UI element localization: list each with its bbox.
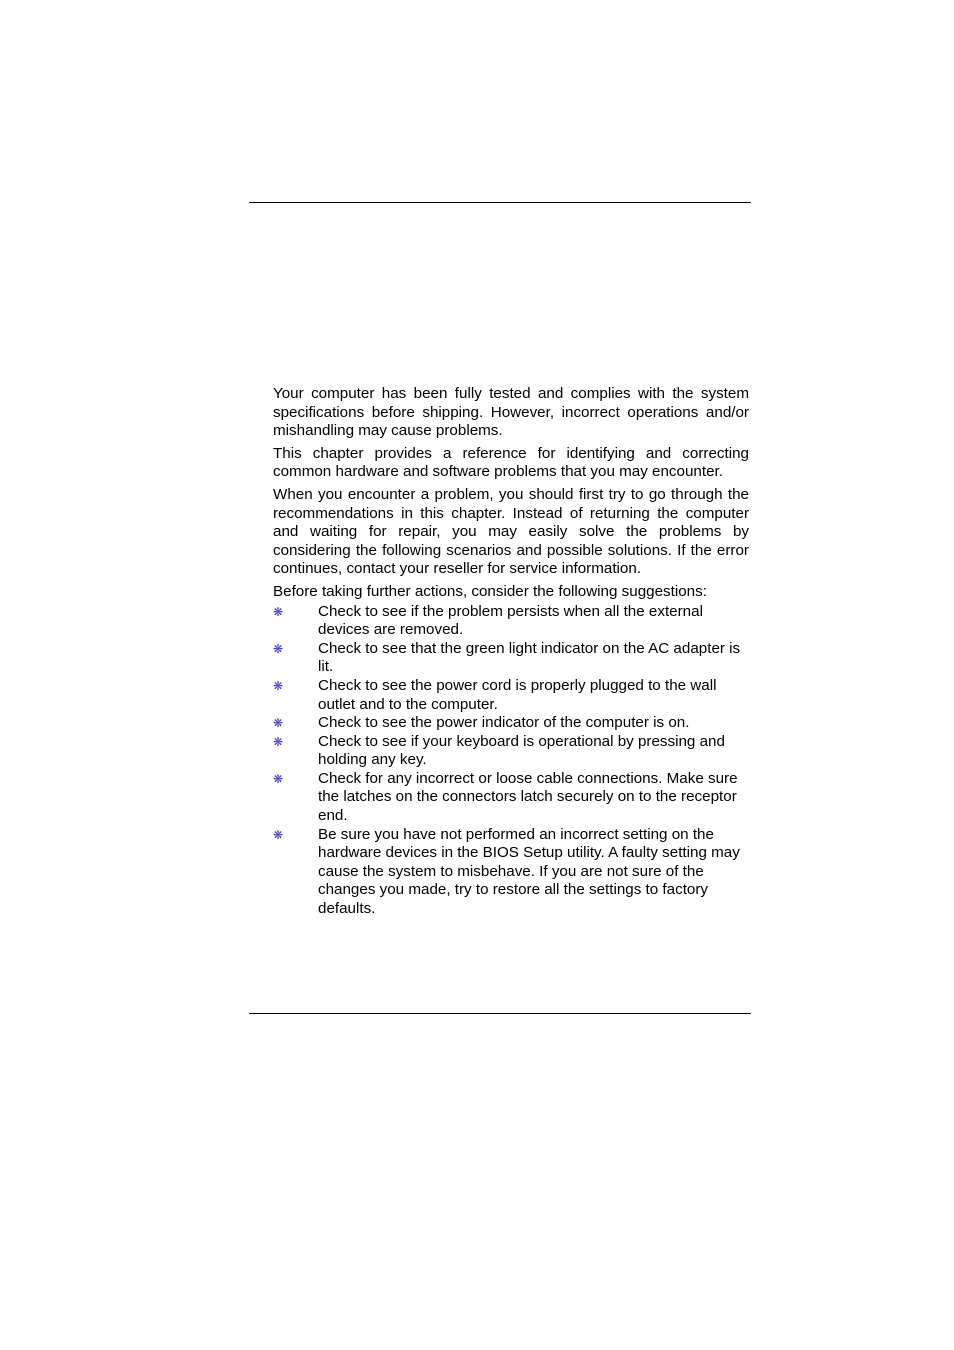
- snowflake-bullet-icon: ❋: [273, 641, 284, 656]
- list-item-text: Check to see the power indicator of the computer is on.: [318, 714, 690, 732]
- list-item: [273, 826, 749, 919]
- list-item: [273, 770, 749, 826]
- list-item-text: Check to see if the problem persists when all the external devices are removed.: [318, 602, 703, 639]
- intro-paragraph: Your computer has been fully tested and complies with the system specifications before shipping. However, incorrect operations and/or mishandling may cause problems.: [273, 385, 749, 440]
- list-item-text: Check to see that the green light indicator on the AC adapter is lit.: [318, 639, 741, 676]
- suggestions-lead-paragraph: Before taking further actions, consider the following suggestions:: [273, 582, 707, 600]
- snowflake-bullet-icon: ❋: [273, 827, 284, 842]
- list-item: [273, 640, 749, 677]
- list-item: [273, 677, 749, 714]
- snowflake-bullet-icon: ❋: [273, 604, 284, 619]
- page-body: [273, 385, 749, 919]
- snowflake-bullet-icon: ❋: [273, 771, 284, 786]
- list-item: [273, 603, 749, 640]
- list-item-text: Check for any incorrect or loose cable connections. Make sure the latches on the connectors latch securely on to the receptor end.: [318, 769, 738, 825]
- chapter-purpose-paragraph: This chapter provides a reference for identifying and correcting common hardware and software problems that you may encounter.: [273, 444, 749, 481]
- list-item: [273, 733, 749, 770]
- list-item-text: Check to see the power cord is properly plugged to the wall outlet and to the computer.: [318, 676, 717, 713]
- footer-rule: [249, 1013, 751, 1014]
- suggestions-list: [273, 603, 749, 919]
- list-item: [273, 714, 749, 733]
- snowflake-bullet-icon: ❋: [273, 678, 284, 693]
- list-item-text: Check to see if your keyboard is operational by pressing and holding any key.: [318, 732, 725, 769]
- header-rule: [249, 202, 751, 203]
- recommendation-paragraph: When you encounter a problem, you should first try to go through the recommendations in this chapter. Instead of returning the computer and waiting for repair, you may easily solve the problems by considering the following scenarios and possible solutions. If the error continues, contact your reseller for service information.: [273, 485, 749, 578]
- list-item-text: Be sure you have not performed an incorrect setting on the hardware devices in the BIOS Setup utility. A faulty setting may cause the system to misbehave. If you are not sure of the changes you made, try to restore all the settings to factory defaults.: [318, 825, 740, 918]
- snowflake-bullet-icon: ❋: [273, 734, 284, 749]
- snowflake-bullet-icon: ❋: [273, 716, 284, 731]
